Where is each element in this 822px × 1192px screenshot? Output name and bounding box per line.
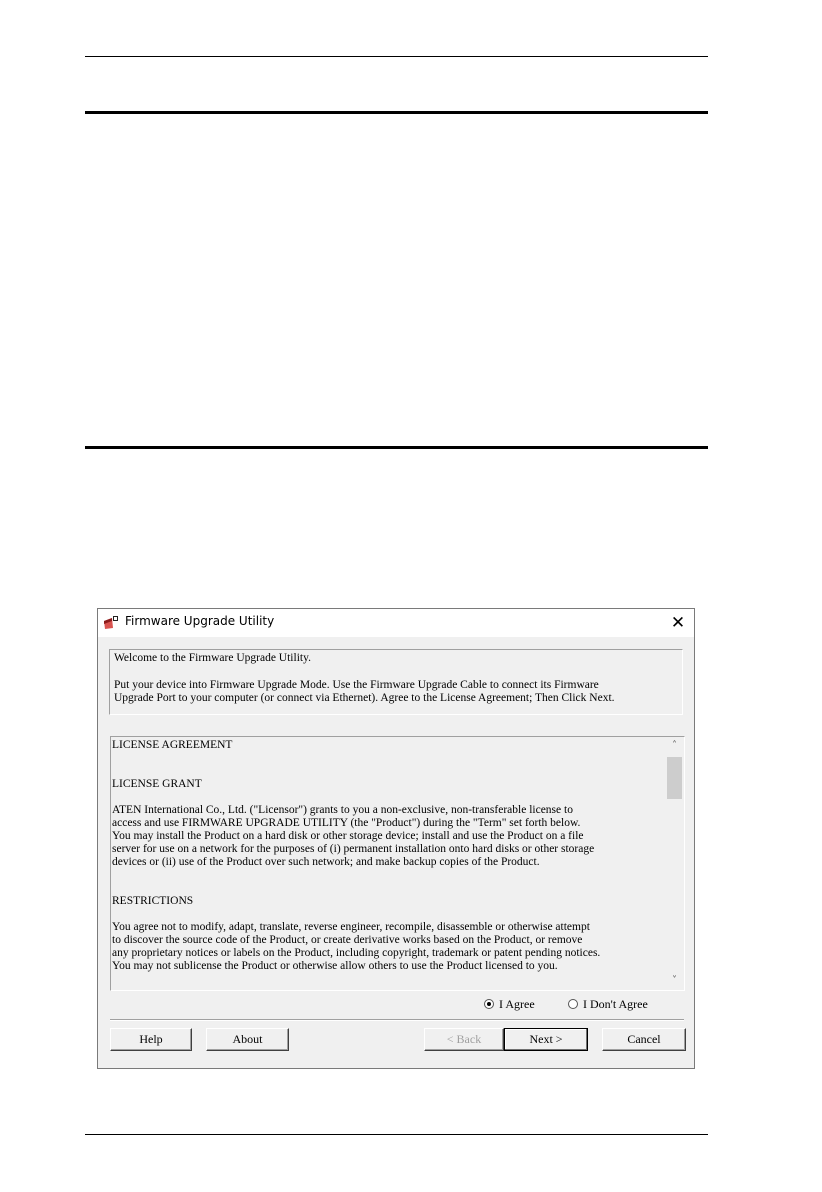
disagree-radio[interactable] [568, 997, 648, 1012]
license-title: LICENSE AGREEMENT [112, 739, 233, 751]
disagree-label: I Don't Agree [583, 997, 648, 1011]
grant-heading: LICENSE GRANT [112, 778, 202, 790]
next-button[interactable]: Next > [504, 1028, 588, 1051]
close-icon[interactable]: ✕ [670, 613, 686, 633]
about-button[interactable]: About [206, 1028, 289, 1051]
grant-line: access and use FIRMWARE UPGRADE UTILITY (the "Product") during the "Term" set forth below. [112, 817, 581, 829]
title-bar[interactable] [98, 609, 694, 637]
section-rule-bottom [85, 446, 708, 449]
button-separator [110, 1019, 684, 1021]
license-textbox[interactable] [110, 736, 685, 991]
restrictions-line: to discover the source code of the Product, or create derivative works based on the Product, or remove [112, 934, 583, 946]
welcome-text: Welcome to the Firmware Upgrade Utility. [114, 652, 311, 664]
restrictions-line: any proprietary notices or labels on the Product, including copyright, trademark or patent pending notices. [112, 947, 601, 959]
restrictions-line: You may not sublicense the Product or otherwise allow others to use the Product licensed to you. [112, 960, 558, 972]
app-icon [103, 615, 119, 631]
instruction-text-line1: Put your device into Firmware Upgrade Mode. Use the Firmware Upgrade Cable to connect its Firmware [114, 678, 599, 691]
instruction-text-line2: Upgrade Port to your computer (or connect via Ethernet). Agree to the License Agreement; Then Click Next. [114, 692, 615, 704]
help-button[interactable]: Help [110, 1028, 192, 1051]
cancel-button[interactable]: Cancel [602, 1028, 686, 1051]
radio-unchecked-icon[interactable] [568, 999, 578, 1009]
agree-label: I Agree [499, 997, 535, 1011]
welcome-panel [109, 649, 683, 715]
grant-line: devices or (ii) use of the Product over such network; and make backup copies of the Product. [112, 856, 540, 868]
window-title: Firmware Upgrade Utility [125, 614, 275, 628]
header-rule [85, 56, 708, 57]
grant-line: ATEN International Co., Ltd. ("Licensor") grants to you a non-exclusive, non-transferable license to [112, 804, 573, 816]
scroll-thumb[interactable] [667, 757, 682, 799]
footer-rule [85, 1134, 708, 1135]
radio-checked-icon[interactable] [484, 999, 494, 1009]
section-rule-top [85, 111, 708, 114]
agree-radio[interactable] [484, 997, 535, 1012]
back-button[interactable]: < Back [424, 1028, 504, 1051]
grant-line: server for use on a network for the purposes of (i) permanent installation onto hard disks or other storage [112, 843, 595, 855]
firmware-upgrade-dialog [97, 608, 695, 1069]
scroll-up-icon[interactable]: ˄ [672, 740, 677, 751]
restrictions-heading: RESTRICTIONS [112, 895, 194, 907]
restrictions-line: You agree not to modify, adapt, translate, reverse engineer, recompile, disassemble or otherwise attempt [112, 921, 590, 933]
license-scrollbar[interactable] [665, 737, 684, 990]
grant-line: You may install the Product on a hard disk or other storage device; install and use the Product on a file [112, 830, 584, 842]
license-text [111, 737, 664, 990]
scroll-down-icon[interactable]: ˅ [672, 975, 677, 986]
